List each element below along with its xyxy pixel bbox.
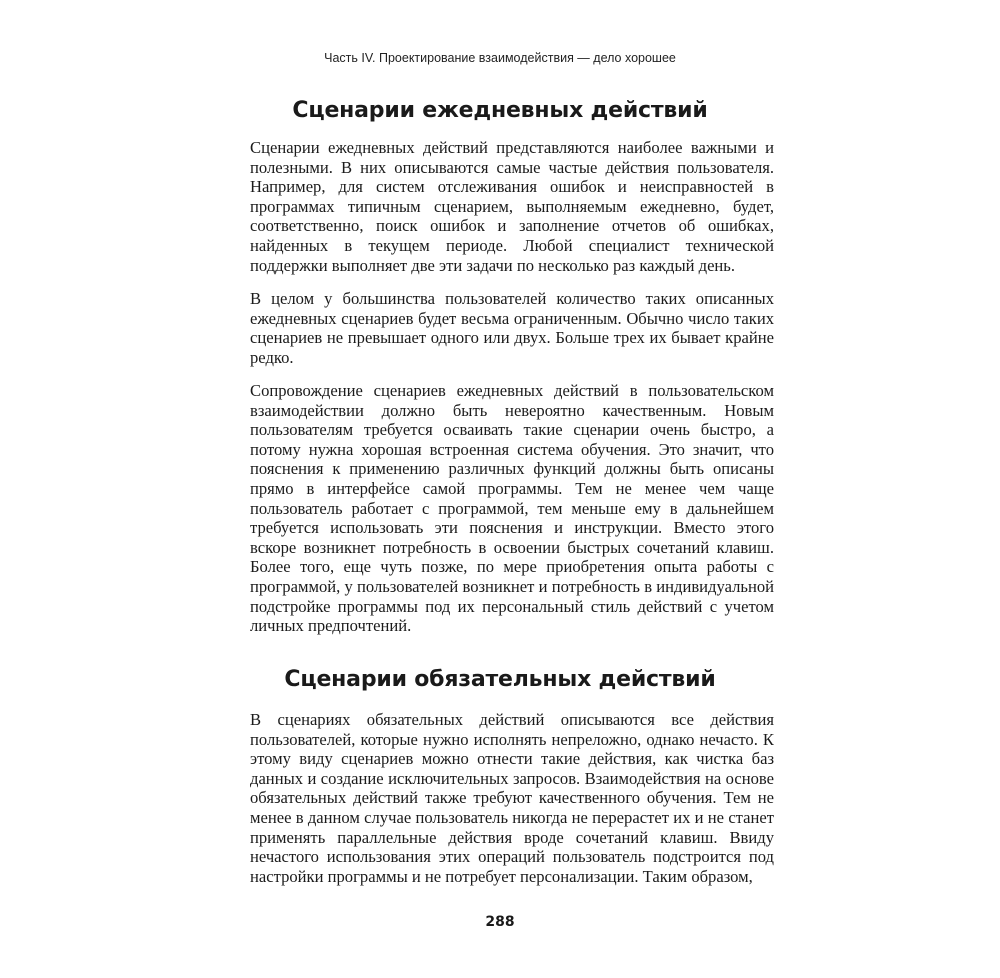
body-paragraph: Сценарии ежедневных действий представляются наиболее важными и полезными. В них описываются самые частые действия пользователя. Например, для систем отслеживания ошибок и неисправностей в программах типичным сценарием, выполняемым ежедневно, будет, соответственно, поиск ошибок и заполнение отчетов об ошибках, найденных в текущем периоде. Любой специалист технической поддержки выполняет две эти задачи по несколько раз каждый день. xyxy=(250,138,774,275)
section-heading-mandatory-scenarios: Сценарии обязательных действий xyxy=(284,667,716,692)
body-paragraph: В сценариях обязательных действий описываются все действия пользователей, которые нужно исполнять непреложно, однако нечасто. К этому виду сценариев можно отнести такие действия, как чистка баз данных и создание исключительных запросов. Взаимодействия на основе обязательных действий также требуют качественного обучения. Тем не менее в данном случае пользователь никогда не перерастет их и не станет применять параллельные действия вроде сочетаний клавиш. Ввиду нечастого использования этих операций пользователь подстроится под настройки программы и не потребует персонализации. Таким образом, xyxy=(250,710,774,886)
running-header: Часть IV. Проектирование взаимодействия — дело хорошее xyxy=(324,51,676,65)
body-paragraph: Сопровождение сценариев ежедневных действий в пользовательском взаимодействии должно быть невероятно качественным. Новым пользователям требуется осваивать такие сценарии очень быстро, а потому нужна хорошая встроенная система обучения. Это значит, что пояснения к применению различных функций должны быть описаны прямо в интерфейсе самой программы. Тем не менее чем чаще пользователь работает с программой, тем меньше ему в дальнейшем требуется использовать эти пояснения и инструкции. Вместо этого вскоре возникнет потребность в освоении быстрых сочетаний клавиш. Более того, еще чуть позже, по мере приобретения опыта работы с программой, у пользователей возникнет и потребность в индивидуальной подстройке программы под их персональный стиль действий с учетом личных предпочтений. xyxy=(250,381,774,636)
body-paragraph: В целом у большинства пользователей количество таких описанных ежедневных сценариев будет весьма ограниченным. Обычно число таких сценариев не превышает одного или двух. Больше трех их бывает крайне редко. xyxy=(250,289,774,367)
page-number: 288 xyxy=(485,914,515,930)
section-heading-daily-scenarios: Сценарии ежедневных действий xyxy=(292,98,708,123)
